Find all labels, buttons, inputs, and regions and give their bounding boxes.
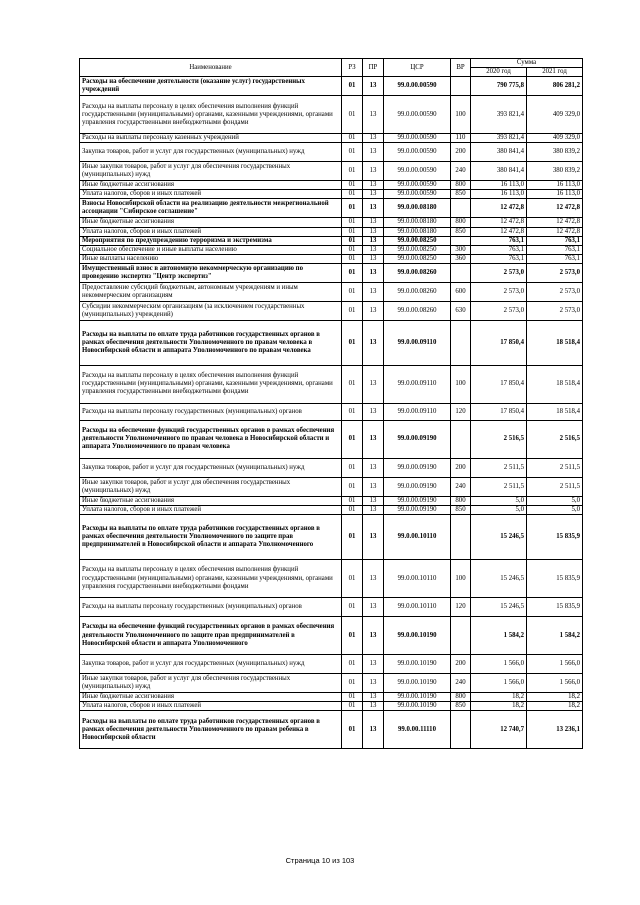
cell-sum-2020: 1 584,2	[471, 617, 527, 655]
cell-pr: 13	[363, 162, 384, 181]
cell-name: Уплата налогов, сборов и иных платежей	[80, 506, 342, 515]
cell-pr: 13	[363, 134, 384, 143]
cell-sum-2020: 2 511,5	[471, 477, 527, 496]
cell-vr: 200	[451, 655, 471, 674]
cell-rz: 01	[342, 227, 363, 236]
cell-sum-2021: 15 835,9	[527, 515, 583, 560]
cell-pr: 13	[363, 617, 384, 655]
table-row	[80, 282, 583, 301]
cell-vr: 300	[451, 245, 471, 254]
cell-pr: 13	[363, 560, 384, 598]
cell-vr: 240	[451, 162, 471, 181]
cell-sum-2020: 790 775,8	[471, 77, 527, 96]
cell-sum-2021: 2 511,5	[527, 477, 583, 496]
cell-sum-2021: 806 281,2	[527, 77, 583, 96]
cell-vr: 800	[451, 181, 471, 190]
cell-name: Расходы на выплаты персоналу государственных (муниципальных) органов	[80, 598, 342, 617]
budget-table-container	[79, 58, 582, 749]
cell-rz: 01	[342, 218, 363, 227]
cell-csr: 99.0.00.00590	[384, 134, 451, 143]
cell-sum-2021: 5,0	[527, 506, 583, 515]
cell-pr: 13	[363, 320, 384, 365]
cell-name: Уплата налогов, сборов и иных платежей	[80, 702, 342, 711]
cell-name: Расходы на выплаты по оплате труда работников государственных органов в рамках обеспечения деятельности Уполномоченного по защите прав предпринимателей в Новосибирской области и аппарата Уполномоченного	[80, 515, 342, 560]
cell-pr: 13	[363, 245, 384, 254]
cell-pr: 13	[363, 506, 384, 515]
cell-sum-2021: 16 113,0	[527, 190, 583, 199]
cell-sum-2021: 2 573,0	[527, 301, 583, 320]
cell-vr: 200	[451, 143, 471, 162]
cell-name: Иные закупки товаров, работ и услуг для обеспечения государственных (муниципальных) нужд	[80, 162, 342, 181]
cell-csr: 99.0.00.00590	[384, 143, 451, 162]
table-row	[80, 506, 583, 515]
cell-vr: 850	[451, 506, 471, 515]
cell-sum-2020: 1 566,0	[471, 655, 527, 674]
cell-pr: 13	[363, 301, 384, 320]
cell-name: Закупка товаров, работ и услуг для государственных (муниципальных) нужд	[80, 655, 342, 674]
cell-rz: 01	[342, 617, 363, 655]
cell-pr: 13	[363, 458, 384, 477]
cell-pr: 13	[363, 218, 384, 227]
cell-vr	[451, 320, 471, 365]
cell-pr: 13	[363, 199, 384, 218]
cell-sum-2021: 380 839,2	[527, 162, 583, 181]
cell-sum-2020: 16 113,0	[471, 190, 527, 199]
cell-sum-2020: 15 246,5	[471, 598, 527, 617]
cell-sum-2020: 393 821,4	[471, 96, 527, 134]
cell-rz: 01	[342, 236, 363, 245]
cell-sum-2020: 2 511,5	[471, 458, 527, 477]
cell-sum-2021: 380 839,2	[527, 143, 583, 162]
cell-name: Мероприятия по предупреждению терроризма и экстремизма	[80, 236, 342, 245]
cell-vr: 850	[451, 190, 471, 199]
cell-vr: 630	[451, 301, 471, 320]
cell-vr	[451, 617, 471, 655]
cell-vr: 200	[451, 458, 471, 477]
cell-csr: 99.0.00.00590	[384, 190, 451, 199]
table-row	[80, 162, 583, 181]
cell-rz: 01	[342, 458, 363, 477]
cell-pr: 13	[363, 181, 384, 190]
table-row	[80, 515, 583, 560]
cell-name: Иные закупки товаров, работ и услуг для обеспечения государственных (муниципальных) нужд	[80, 477, 342, 496]
cell-name: Расходы на обеспечение функций государственных органов в рамках обеспечения деятельности Уполномоченного по правам человека в Новосибирской области и аппарата Уполномоченного по правам человека	[80, 420, 342, 458]
cell-name: Расходы на выплаты персоналу государственных (муниципальных) органов	[80, 403, 342, 420]
cell-rz: 01	[342, 420, 363, 458]
cell-vr: 850	[451, 227, 471, 236]
table-row	[80, 365, 583, 403]
cell-sum-2021: 2 573,0	[527, 282, 583, 301]
cell-vr: 120	[451, 403, 471, 420]
cell-pr: 13	[363, 515, 384, 560]
header-rz: РЗ	[342, 59, 363, 77]
cell-csr: 99.0.00.09110	[384, 365, 451, 403]
cell-sum-2020: 1 566,0	[471, 674, 527, 693]
cell-csr: 99.0.00.10190	[384, 693, 451, 702]
cell-rz: 01	[342, 199, 363, 218]
cell-sum-2021: 1 566,0	[527, 674, 583, 693]
cell-pr: 13	[363, 96, 384, 134]
cell-sum-2020: 17 850,4	[471, 365, 527, 403]
cell-pr: 13	[363, 236, 384, 245]
cell-name: Уплата налогов, сборов и иных платежей	[80, 227, 342, 236]
table-row	[80, 263, 583, 282]
cell-sum-2020: 12 740,7	[471, 711, 527, 749]
cell-csr: 99.0.00.08250	[384, 236, 451, 245]
cell-vr	[451, 77, 471, 96]
cell-pr: 13	[363, 77, 384, 96]
cell-csr: 99.0.00.11110	[384, 711, 451, 749]
cell-sum-2021: 1 566,0	[527, 655, 583, 674]
cell-sum-2020: 12 472,8	[471, 199, 527, 218]
cell-name: Иные бюджетные ассигнования	[80, 693, 342, 702]
cell-sum-2020: 380 841,4	[471, 143, 527, 162]
cell-sum-2020: 5,0	[471, 506, 527, 515]
cell-vr: 800	[451, 693, 471, 702]
cell-sum-2021: 409 329,0	[527, 134, 583, 143]
cell-vr: 240	[451, 477, 471, 496]
cell-sum-2020: 18,2	[471, 702, 527, 711]
cell-vr: 800	[451, 218, 471, 227]
cell-csr: 99.0.00.10110	[384, 598, 451, 617]
cell-rz: 01	[342, 143, 363, 162]
cell-csr: 99.0.00.09190	[384, 496, 451, 505]
cell-sum-2021: 763,1	[527, 254, 583, 263]
cell-name: Расходы на выплаты по оплате труда работников государственных органов в рамках обеспечения деятельности Уполномоченного по правам человека в Новосибирской области и аппарата Уполномоченного по правам человека	[80, 320, 342, 365]
cell-csr: 99.0.00.08260	[384, 263, 451, 282]
table-row	[80, 320, 583, 365]
table-row	[80, 693, 583, 702]
cell-name: Уплата налогов, сборов и иных платежей	[80, 190, 342, 199]
cell-csr: 99.0.00.10190	[384, 617, 451, 655]
cell-csr: 99.0.00.00590	[384, 162, 451, 181]
cell-csr: 99.0.00.00590	[384, 181, 451, 190]
cell-pr: 13	[363, 254, 384, 263]
cell-csr: 99.0.00.00590	[384, 96, 451, 134]
cell-csr: 99.0.00.00590	[384, 77, 451, 96]
cell-sum-2021: 12 472,8	[527, 199, 583, 218]
cell-vr: 100	[451, 365, 471, 403]
cell-sum-2020: 2 573,0	[471, 282, 527, 301]
cell-sum-2021: 18 518,4	[527, 320, 583, 365]
cell-sum-2021: 5,0	[527, 496, 583, 505]
table-row	[80, 254, 583, 263]
cell-pr: 13	[363, 263, 384, 282]
cell-sum-2020: 393 821,4	[471, 134, 527, 143]
cell-pr: 13	[363, 143, 384, 162]
cell-pr: 13	[363, 693, 384, 702]
cell-name: Взносы Новосибирской области на реализацию деятельности межрегиональной ассоциации "Сибирское соглашение"	[80, 199, 342, 218]
cell-sum-2021: 12 472,8	[527, 227, 583, 236]
table-row	[80, 617, 583, 655]
cell-sum-2020: 763,1	[471, 254, 527, 263]
cell-csr: 99.0.00.10190	[384, 702, 451, 711]
cell-sum-2020: 12 472,8	[471, 227, 527, 236]
cell-rz: 01	[342, 515, 363, 560]
table-row	[80, 458, 583, 477]
cell-vr: 360	[451, 254, 471, 263]
cell-name: Расходы на выплаты персоналу в целях обеспечения выполнения функций государственными (муниципальными) органами, казенными учреждениями, органами управления государственными внебюджетными фондами	[80, 96, 342, 134]
cell-csr: 99.0.00.10190	[384, 655, 451, 674]
cell-rz: 01	[342, 598, 363, 617]
cell-sum-2020: 15 246,5	[471, 560, 527, 598]
cell-csr: 99.0.00.10110	[384, 515, 451, 560]
cell-csr: 99.0.00.08180	[384, 199, 451, 218]
table-row	[80, 560, 583, 598]
table-row	[80, 711, 583, 749]
table-row	[80, 477, 583, 496]
page-footer: Страница 10 из 103	[285, 856, 355, 865]
cell-sum-2020: 763,1	[471, 245, 527, 254]
table-row	[80, 403, 583, 420]
cell-rz: 01	[342, 162, 363, 181]
cell-vr: 110	[451, 134, 471, 143]
cell-pr: 13	[363, 674, 384, 693]
table-row	[80, 245, 583, 254]
cell-vr: 120	[451, 598, 471, 617]
cell-name: Иные бюджетные ассигнования	[80, 496, 342, 505]
cell-rz: 01	[342, 693, 363, 702]
cell-name: Расходы на обеспечение деятельности (оказание услуг) государственных учреждений	[80, 77, 342, 96]
header-sum: Сумма	[471, 59, 583, 68]
cell-sum-2020: 18,2	[471, 693, 527, 702]
cell-sum-2020: 17 850,4	[471, 320, 527, 365]
cell-vr	[451, 711, 471, 749]
table-row	[80, 598, 583, 617]
cell-rz: 01	[342, 301, 363, 320]
cell-sum-2021: 763,1	[527, 236, 583, 245]
budget-table	[79, 58, 583, 749]
cell-rz: 01	[342, 506, 363, 515]
table-row	[80, 134, 583, 143]
cell-name: Расходы на выплаты персоналу казенных учреждений	[80, 134, 342, 143]
table-row	[80, 702, 583, 711]
cell-sum-2021: 16 113,0	[527, 181, 583, 190]
header-name: Наименование	[80, 59, 342, 77]
cell-vr: 800	[451, 496, 471, 505]
cell-vr	[451, 236, 471, 245]
cell-rz: 01	[342, 134, 363, 143]
cell-name: Предоставление субсидий бюджетным, автономным учреждениям и иным некоммерческим организациям	[80, 282, 342, 301]
cell-rz: 01	[342, 477, 363, 496]
cell-pr: 13	[363, 702, 384, 711]
cell-sum-2020: 17 850,4	[471, 403, 527, 420]
cell-rz: 01	[342, 560, 363, 598]
header-2021: 2021 год	[527, 68, 583, 77]
cell-name: Иные закупки товаров, работ и услуг для обеспечения государственных (муниципальных) нужд	[80, 674, 342, 693]
cell-sum-2021: 12 472,8	[527, 218, 583, 227]
cell-pr: 13	[363, 420, 384, 458]
cell-sum-2021: 2 573,0	[527, 263, 583, 282]
cell-pr: 13	[363, 496, 384, 505]
cell-sum-2020: 5,0	[471, 496, 527, 505]
cell-pr: 13	[363, 403, 384, 420]
cell-vr	[451, 515, 471, 560]
cell-name: Расходы на выплаты персоналу в целях обеспечения выполнения функций государственными (муниципальными) органами, казенными учреждениями, органами управления государственными внебюджетными фондами	[80, 560, 342, 598]
table-row	[80, 181, 583, 190]
cell-rz: 01	[342, 320, 363, 365]
cell-rz: 01	[342, 702, 363, 711]
cell-csr: 99.0.00.08260	[384, 301, 451, 320]
cell-sum-2020: 12 472,8	[471, 218, 527, 227]
cell-rz: 01	[342, 181, 363, 190]
cell-vr	[451, 420, 471, 458]
cell-rz: 01	[342, 245, 363, 254]
cell-rz: 01	[342, 365, 363, 403]
table-row	[80, 236, 583, 245]
cell-rz: 01	[342, 190, 363, 199]
cell-sum-2021: 2 511,5	[527, 458, 583, 477]
cell-name: Закупка товаров, работ и услуг для государственных (муниципальных) нужд	[80, 143, 342, 162]
table-row	[80, 496, 583, 505]
cell-rz: 01	[342, 655, 363, 674]
table-row	[80, 420, 583, 458]
cell-sum-2021: 13 236,1	[527, 711, 583, 749]
cell-pr: 13	[363, 711, 384, 749]
cell-vr	[451, 199, 471, 218]
cell-sum-2020: 2 573,0	[471, 263, 527, 282]
cell-vr: 100	[451, 96, 471, 134]
cell-vr: 600	[451, 282, 471, 301]
cell-name: Иные бюджетные ассигнования	[80, 181, 342, 190]
table-row	[80, 218, 583, 227]
cell-sum-2021: 18,2	[527, 702, 583, 711]
cell-csr: 99.0.00.10190	[384, 674, 451, 693]
cell-sum-2020: 16 113,0	[471, 181, 527, 190]
cell-name: Социальное обеспечение и иные выплаты населению	[80, 245, 342, 254]
cell-vr	[451, 263, 471, 282]
table-row	[80, 143, 583, 162]
cell-sum-2021: 763,1	[527, 245, 583, 254]
cell-rz: 01	[342, 711, 363, 749]
cell-csr: 99.0.00.08250	[384, 245, 451, 254]
cell-pr: 13	[363, 598, 384, 617]
cell-sum-2020: 15 246,5	[471, 515, 527, 560]
cell-pr: 13	[363, 655, 384, 674]
cell-rz: 01	[342, 674, 363, 693]
cell-sum-2020: 2 516,5	[471, 420, 527, 458]
cell-csr: 99.0.00.09110	[384, 320, 451, 365]
cell-csr: 99.0.00.08180	[384, 227, 451, 236]
header-2020: 2020 год	[471, 68, 527, 77]
header-vr: ВР	[451, 59, 471, 77]
cell-pr: 13	[363, 227, 384, 236]
cell-csr: 99.0.00.10110	[384, 560, 451, 598]
cell-name: Расходы на выплаты персоналу в целях обеспечения выполнения функций государственными (муниципальными) органами, казенными учреждениями, органами управления государственными внебюджетными фондами	[80, 365, 342, 403]
header-csr: ЦСР	[384, 59, 451, 77]
cell-sum-2021: 15 835,9	[527, 598, 583, 617]
cell-sum-2021: 18 518,4	[527, 403, 583, 420]
cell-csr: 99.0.00.08180	[384, 218, 451, 227]
cell-sum-2021: 1 584,2	[527, 617, 583, 655]
cell-sum-2021: 15 835,9	[527, 560, 583, 598]
cell-csr: 99.0.00.09190	[384, 477, 451, 496]
cell-sum-2021: 409 329,0	[527, 96, 583, 134]
table-row	[80, 674, 583, 693]
cell-csr: 99.0.00.08250	[384, 254, 451, 263]
cell-rz: 01	[342, 96, 363, 134]
cell-rz: 01	[342, 254, 363, 263]
cell-csr: 99.0.00.09190	[384, 506, 451, 515]
cell-sum-2020: 763,1	[471, 236, 527, 245]
table-row	[80, 227, 583, 236]
cell-sum-2021: 2 516,5	[527, 420, 583, 458]
cell-sum-2020: 380 841,4	[471, 162, 527, 181]
cell-name: Иные выплаты населению	[80, 254, 342, 263]
table-row	[80, 96, 583, 134]
cell-csr: 99.0.00.09190	[384, 458, 451, 477]
cell-csr: 99.0.00.09190	[384, 420, 451, 458]
cell-name: Субсидии некоммерческим организациям (за исключением государственных (муниципальных) учреждений)	[80, 301, 342, 320]
cell-csr: 99.0.00.08260	[384, 282, 451, 301]
cell-pr: 13	[363, 282, 384, 301]
table-row	[80, 190, 583, 199]
cell-name: Расходы на выплаты по оплате труда работников государственных органов в рамках обеспечения деятельности Уполномоченного по правам ребенка в Новосибирской области	[80, 711, 342, 749]
cell-pr: 13	[363, 477, 384, 496]
table-row	[80, 655, 583, 674]
table-body	[80, 77, 583, 749]
cell-sum-2021: 18 518,4	[527, 365, 583, 403]
cell-name: Закупка товаров, работ и услуг для государственных (муниципальных) нужд	[80, 458, 342, 477]
cell-pr: 13	[363, 365, 384, 403]
cell-name: Расходы на обеспечение функций государственных органов в рамках обеспечения деятельности Уполномоченного по защите прав предпринимателей в Новосибирской области и аппарата Уполномоченного	[80, 617, 342, 655]
cell-rz: 01	[342, 282, 363, 301]
cell-csr: 99.0.00.09110	[384, 403, 451, 420]
cell-vr: 240	[451, 674, 471, 693]
cell-name: Имущественный взнос в автономную некоммерческую организацию по проведению экспертиз "Центр экспертиз"	[80, 263, 342, 282]
cell-pr: 13	[363, 190, 384, 199]
table-row	[80, 301, 583, 320]
cell-vr: 850	[451, 702, 471, 711]
cell-sum-2021: 18,2	[527, 693, 583, 702]
cell-rz: 01	[342, 403, 363, 420]
cell-rz: 01	[342, 77, 363, 96]
cell-rz: 01	[342, 496, 363, 505]
cell-sum-2020: 2 573,0	[471, 301, 527, 320]
cell-name: Иные бюджетные ассигнования	[80, 218, 342, 227]
table-row	[80, 77, 583, 96]
header-pr: ПР	[363, 59, 384, 77]
table-row	[80, 199, 583, 218]
cell-rz: 01	[342, 263, 363, 282]
cell-vr: 100	[451, 560, 471, 598]
